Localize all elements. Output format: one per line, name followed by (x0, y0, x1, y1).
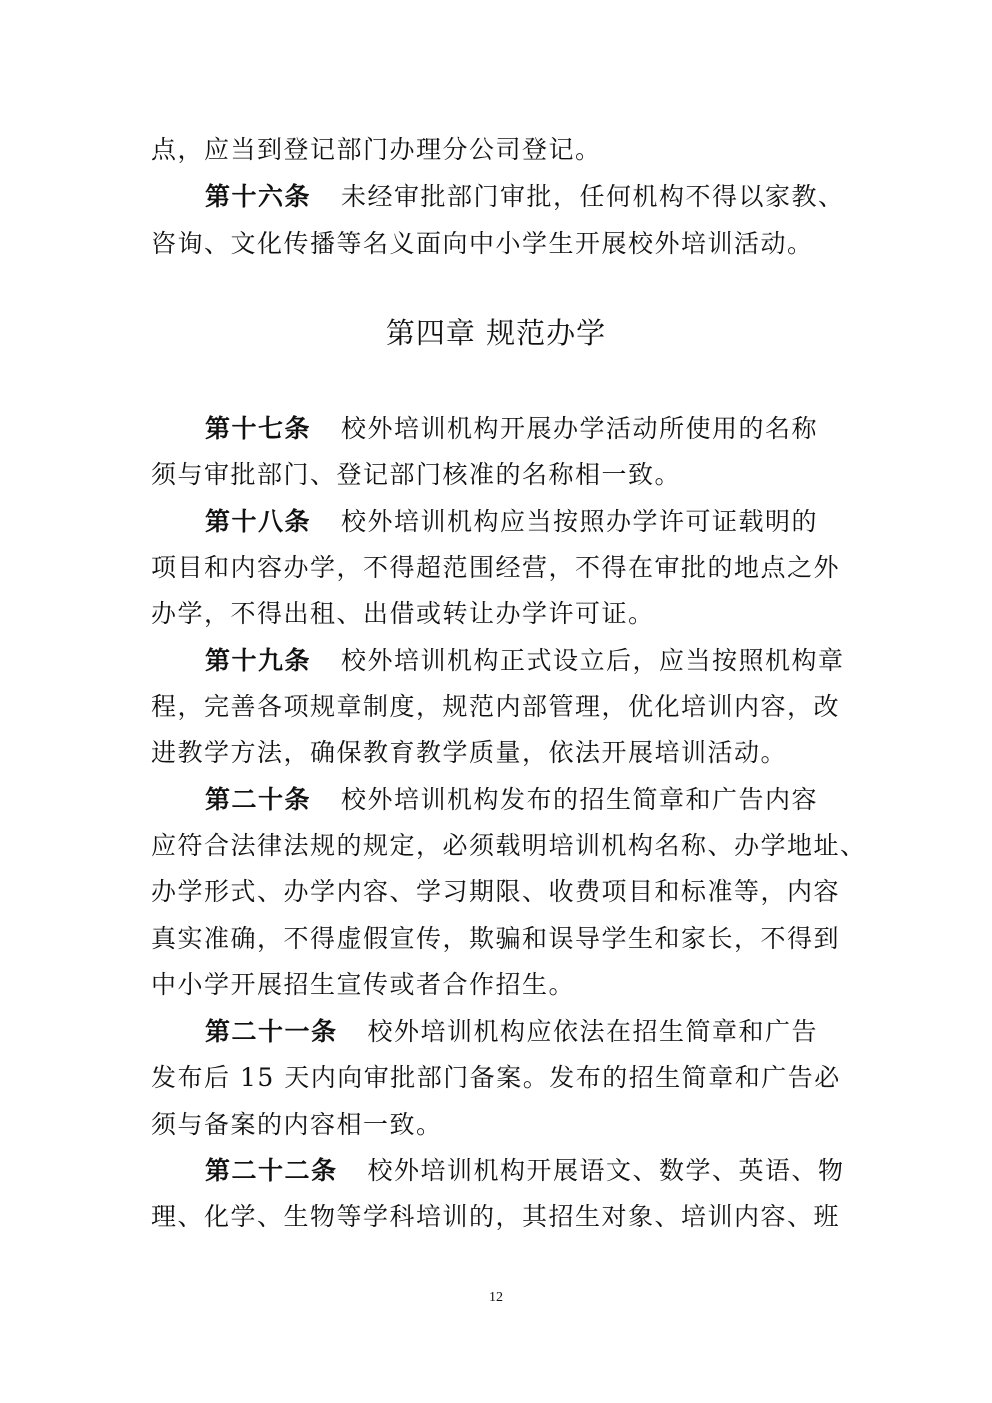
text-line: 理、化学、生物等学科培训的，其招生对象、培训内容、班 (151, 1202, 841, 1231)
text-line: 须与审批部门、登记部门核准的名称相一致。 (151, 460, 682, 489)
article-22 (205, 1151, 845, 1191)
article-label: 第十八条 (205, 507, 312, 536)
text-line: 办学，不得出租、出借或转让办学许可证。 (151, 599, 655, 628)
article-label: 第十六条 (205, 182, 312, 211)
article-label: 第二十二条 (205, 1156, 338, 1185)
article-label: 第十七条 (205, 414, 312, 443)
text-line: 中小学开展招生宣传或者合作招生。 (151, 970, 576, 999)
text-line: 发布后 15 天内向审批部门备案。发布的招生简章和广告必 (151, 1063, 841, 1092)
text-line: 办学形式、办学内容、学习期限、收费项目和标准等，内容 (151, 877, 841, 906)
article-19 (205, 641, 845, 681)
article-21 (205, 1012, 818, 1052)
text-line: 真实准确，不得虚假宣传，欺骗和误导学生和家长，不得到 (151, 924, 841, 953)
article-text: 未经审批部门审批，任何机构不得以家教、 (341, 182, 845, 211)
text-line: 进教学方法，确保教育教学质量，依法开展培训活动。 (151, 738, 788, 767)
text-line: 咨询、文化传播等名义面向中小学生开展校外培训活动。 (151, 229, 814, 258)
page-number: 12 (489, 1290, 503, 1305)
article-text: 校外培训机构应依法在招生简章和广告 (367, 1017, 819, 1046)
text-line: 点，应当到登记部门办理分公司登记。 (151, 135, 602, 164)
chapter-heading: 第四章 规范办学 (385, 316, 607, 350)
article-label: 第二十一条 (205, 1017, 338, 1046)
article-16 (205, 177, 845, 217)
article-text: 校外培训机构开展办学活动所使用的名称 (341, 414, 819, 443)
article-17 (205, 409, 818, 449)
article-18 (205, 502, 818, 542)
text-line: 项目和内容办学，不得超范围经营，不得在审批的地点之外 (151, 553, 841, 582)
text-line: 应符合法律法规的规定，必须载明培训机构名称、办学地址、 (151, 831, 867, 860)
article-label: 第二十条 (205, 785, 312, 814)
article-text: 校外培训机构正式设立后，应当按照机构章 (341, 646, 845, 675)
text-line: 程，完善各项规章制度，规范内部管理，优化培训内容，改 (151, 692, 841, 721)
article-20 (205, 780, 818, 820)
text-line: 须与备案的内容相一致。 (151, 1110, 443, 1139)
article-text: 校外培训机构应当按照办学许可证载明的 (341, 507, 819, 536)
article-text: 校外培训机构开展语文、数学、英语、物 (367, 1156, 845, 1185)
article-label: 第十九条 (205, 646, 312, 675)
article-text: 校外培训机构发布的招生简章和广告内容 (341, 785, 819, 814)
